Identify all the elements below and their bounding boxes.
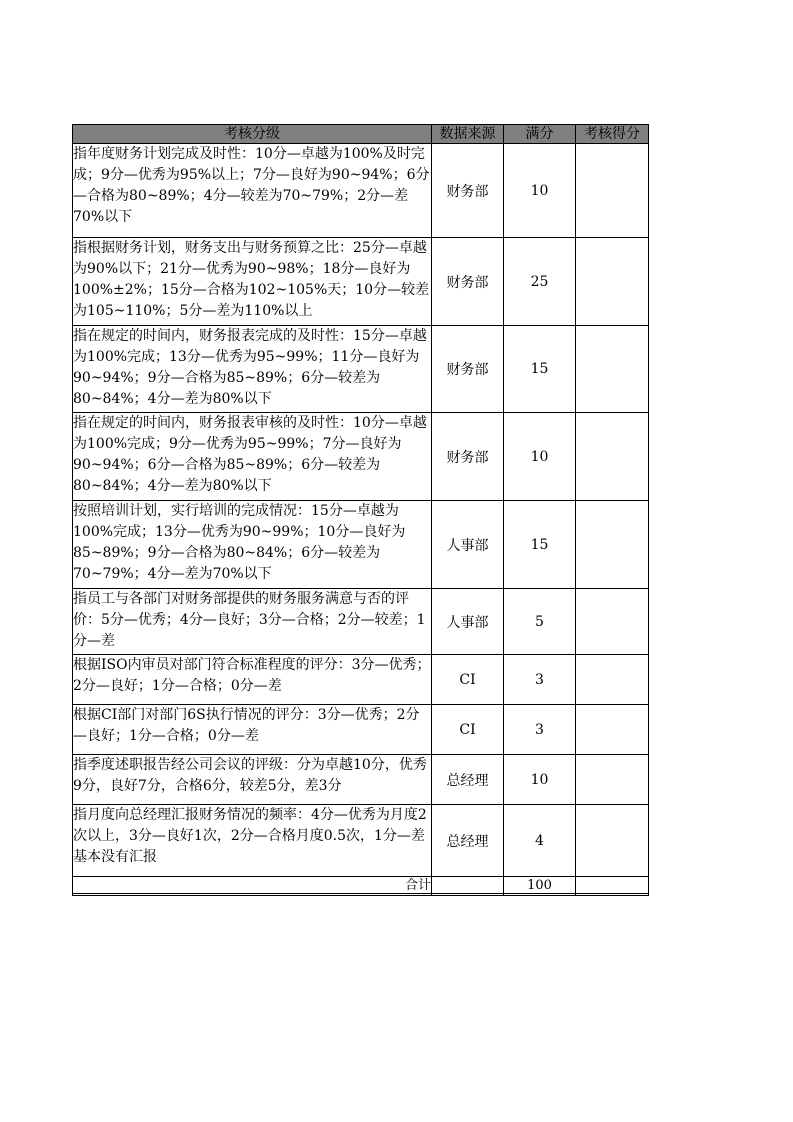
total-full-score: 100 <box>504 877 576 896</box>
full-score-cell: 3 <box>504 655 576 705</box>
table-row <box>73 326 649 413</box>
criteria-description: 根据ISO内审员对部门符合标准程度的评分：3分—优秀；2分—良好；1分—合格；0分—差 <box>73 655 432 705</box>
score-cell[interactable] <box>576 589 649 655</box>
assessment-table <box>72 124 649 896</box>
data-source-cell: CI <box>432 705 504 755</box>
criteria-description: 指员工与各部门对财务部提供的财务服务满意与否的评价：5分—优秀；4分—良好；3分—合格；2分—较差；1分—差 <box>73 589 432 655</box>
table-row <box>73 805 649 877</box>
data-source-cell: 财务部 <box>432 144 504 238</box>
table-row <box>73 501 649 589</box>
criteria-description: 指年度财务计划完成及时性：10分—卓越为100%及时完成；9分—优秀为95%以上；7分—良好为90~94%；6分—合格为80~89%；4分—较差为70~79%；2分—差70%以下 <box>73 144 432 238</box>
table-row <box>73 144 649 238</box>
data-source-cell: 人事部 <box>432 501 504 589</box>
criteria-description: 根据CI部门对部门6S执行情况的评分：3分—优秀；2分—良好；1分—合格；0分—差 <box>73 705 432 755</box>
criteria-description: 指根据财务计划，财务支出与财务预算之比：25分—卓越为90%以下；21分—优秀为90~98%；18分—良好为100%±2%；15分—合格为102~105%天；10分—较差为105~110%；5分—差为110%以上 <box>73 238 432 326</box>
total-label: 合计 <box>73 877 432 896</box>
score-cell[interactable] <box>576 501 649 589</box>
bottom-rule <box>72 893 649 894</box>
data-source-cell: CI <box>432 655 504 705</box>
full-score-cell: 10 <box>504 413 576 501</box>
table-row <box>73 705 649 755</box>
criteria-description: 指在规定的时间内，财务报表完成的及时性：15分—卓越为100%完成；13分—优秀为95~99%；11分—良好为90~94%；9分—合格为85~89%；6分—较差为80~84%；4分—差为80%以下 <box>73 326 432 413</box>
table-row <box>73 755 649 805</box>
table-row <box>73 655 649 705</box>
score-cell[interactable] <box>576 144 649 238</box>
data-source-cell: 总经理 <box>432 805 504 877</box>
data-source-cell: 财务部 <box>432 238 504 326</box>
full-score-cell: 15 <box>504 501 576 589</box>
data-source-cell: 财务部 <box>432 413 504 501</box>
criteria-description: 指在规定的时间内，财务报表审核的及时性：10分—卓越为100%完成；9分—优秀为95~99%；7分—良好为90~94%；6分—合格为85~89%；6分—较差为80~84%；4分—差为80%以下 <box>73 413 432 501</box>
criteria-description: 按照培训计划，实行培训的完成情况：15分—卓越为100%完成；13分—优秀为90~99%；10分—良好为85~89%；9分—合格为80~84%；6分—较差为70~79%；4分—差为70%以下 <box>73 501 432 589</box>
full-score-cell: 10 <box>504 755 576 805</box>
data-source-cell: 人事部 <box>432 589 504 655</box>
score-cell[interactable] <box>576 805 649 877</box>
full-score-cell: 4 <box>504 805 576 877</box>
score-cell[interactable] <box>576 755 649 805</box>
criteria-description: 指月度向总经理汇报财务情况的频率：4分—优秀为月度2次以上，3分—良好1次，2分—合格月度0.5次，1分—差基本没有汇报 <box>73 805 432 877</box>
full-score-cell: 5 <box>504 589 576 655</box>
data-source-cell: 财务部 <box>432 326 504 413</box>
score-cell[interactable] <box>576 238 649 326</box>
full-score-cell: 3 <box>504 705 576 755</box>
full-score-cell: 15 <box>504 326 576 413</box>
score-cell[interactable] <box>576 326 649 413</box>
header-row <box>73 125 649 144</box>
header-assessed-score: 考核得分 <box>576 125 649 144</box>
table-row <box>73 238 649 326</box>
score-cell[interactable] <box>576 705 649 755</box>
criteria-description: 指季度述职报告经公司会议的评级：分为卓越10分，优秀9分，良好7分，合格6分，较差5分，差3分 <box>73 755 432 805</box>
header-data-source: 数据来源 <box>432 125 504 144</box>
score-cell[interactable] <box>576 413 649 501</box>
table-row <box>73 589 649 655</box>
header-grading: 考核分级 <box>73 125 432 144</box>
full-score-cell: 10 <box>504 144 576 238</box>
header-full-score: 满分 <box>504 125 576 144</box>
score-cell[interactable] <box>576 655 649 705</box>
full-score-cell: 25 <box>504 238 576 326</box>
table-row <box>73 413 649 501</box>
data-source-cell: 总经理 <box>432 755 504 805</box>
